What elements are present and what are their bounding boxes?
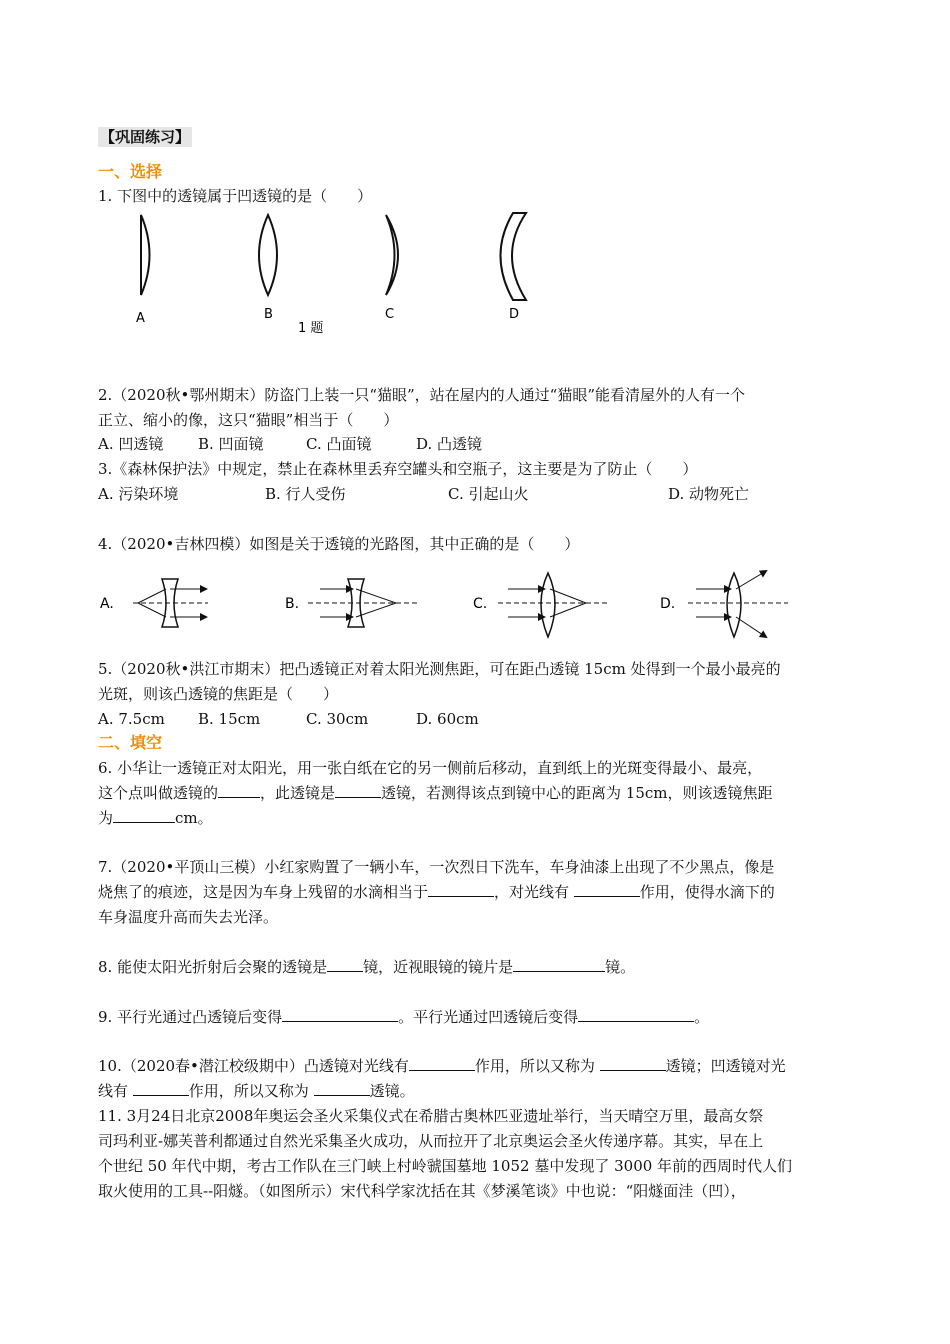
q3-option-a: A. 污染环境 [98, 485, 179, 503]
lens-a-shape [141, 215, 150, 295]
q8-text-a: 8. 能使太阳光折射后会聚的透镜是 [98, 958, 328, 976]
q10-line1 [98, 1056, 786, 1076]
heading-fill: 二、填空 [98, 733, 163, 752]
q7-blank-1[interactable] [428, 882, 494, 897]
q9-text-b: 。平行光通过凹透镜后变得 [398, 1008, 579, 1026]
q7-line1: 7.（2020•平顶山三模）小红家购置了一辆小车，一次烈日下洗车，车身油漆上出现了不少黑点，像是 [98, 858, 775, 876]
q4-label-a: A. [100, 596, 114, 612]
q1-text: 1. 下图中的透镜属于凹透镜的是（ ） [98, 187, 373, 205]
q1-label-b: B [264, 307, 273, 322]
q2-line1: 2.（2020秋•鄂州期末）防盗门上装一只“猫眼”，站在屋内的人通过“猫眼”能看清屋外的人有一个 [98, 386, 746, 404]
q10-text-a: 10.（2020春•潜江校级期中）凸透镜对光线有 [98, 1057, 409, 1075]
q5-line2: 光斑，则该凸透镜的焦距是（ ） [98, 685, 339, 703]
q10-text-b: 作用，所以又称为 [474, 1057, 600, 1075]
q4-label-d: D. [660, 596, 676, 612]
q6-blank-3[interactable] [113, 808, 175, 823]
q6-text-e: cm。 [175, 809, 213, 827]
q4-diagram-d [660, 571, 788, 637]
q7-text-c: 作用，使得水滴下的 [639, 883, 775, 901]
q5-line1: 5.（2020秋•洪江市期末）把凸透镜正对着太阳光测焦距，可在距凸透镜 15cm 处得到一个最小最亮的 [98, 660, 781, 678]
q8-blank-2[interactable] [513, 957, 605, 972]
q2-option-d: D. 凸透镜 [416, 435, 483, 453]
q7-line3: 车身温度升高而失去光泽。 [98, 908, 279, 926]
q10-blank-1[interactable] [409, 1056, 475, 1071]
heading-choice: 一、选择 [98, 162, 163, 181]
q1-label-d: D [509, 307, 520, 322]
q10-blank-4[interactable] [314, 1081, 370, 1096]
q6-line3 [98, 808, 213, 828]
q6-blank-2[interactable] [335, 783, 381, 798]
q3-option-c: C. 引起山火 [448, 485, 529, 503]
q6-text-b: ，此透镜是 [260, 784, 336, 802]
q10-text-e: 作用，所以又称为 [188, 1082, 314, 1100]
q10-line2 [98, 1081, 415, 1101]
q3-line1: 3.《森林保护法》中规定，禁止在森林里丢弃空罐头和空瓶子，这主要是为了防止（ ） [98, 460, 698, 478]
q6-line1: 6. 小华让一透镜正对太阳光，用一张白纸在它的另一侧前后移动，直到纸上的光斑变得最小、最亮， [98, 759, 763, 777]
q3-option-b: B. 行人受伤 [265, 485, 346, 503]
q6-line2 [98, 783, 773, 803]
q2-option-b: B. 凹面镜 [198, 435, 264, 453]
q8-line [98, 957, 635, 977]
q10-text-f: 透镜。 [369, 1082, 415, 1100]
q10-blank-3[interactable] [133, 1081, 189, 1096]
q9-text-a: 9. 平行光通过凸透镜后变得 [98, 1008, 283, 1026]
q9-blank-2[interactable] [578, 1007, 694, 1022]
q10-text-c: 透镜；凹透镜对光 [665, 1057, 786, 1075]
q1-lens-figure [128, 210, 548, 340]
q8-text-b: 镜，近视眼镜的镜片是 [363, 958, 514, 976]
q4-label-c: C. [473, 596, 488, 612]
q6-text-d: 为 [98, 809, 114, 827]
q4-diagram-c [473, 573, 608, 637]
q1-caption: 1 题 [298, 321, 324, 336]
q4-diagram-b [285, 579, 418, 627]
q11-line1: 11. 3月24日北京2008年奥运会圣火采集仪式在希腊古奥林匹亚遗址举行，当天晴空万里，最高女祭 [98, 1107, 764, 1125]
q5-option-d: D. 60cm [416, 710, 479, 728]
q7-text-b: ，对光线有 [494, 883, 574, 901]
q11-line4: 取火使用的工具--阳燧。（如图所示）宋代科学家沈括在其《梦溪笔谈》中也说：“阳燧面洼（凹）， [98, 1182, 746, 1200]
q4-line1: 4.（2020•吉林四模）如图是关于透镜的光路图，其中正确的是（ ） [98, 535, 580, 553]
lens-d-shape [501, 213, 527, 300]
q11-line2: 司玛利亚-娜芙普利都通过自然光采集圣火成功，从而拉开了北京奥运会圣火传递序幕。其实，早在上 [98, 1132, 764, 1150]
q9-text-c: 。 [694, 1008, 710, 1026]
q2-line2: 正立、缩小的像，这只“猫眼”相当于（ ） [98, 411, 399, 429]
lens-b-shape [259, 215, 277, 295]
q3-option-d: D. 动物死亡 [668, 485, 750, 503]
q2-option-a: A. 凹透镜 [98, 435, 164, 453]
q9-line [98, 1007, 709, 1027]
q4-diagram-a [100, 579, 208, 627]
q4-light-path-figure [98, 565, 798, 645]
q8-text-c: 镜。 [605, 958, 636, 976]
q7-blank-2[interactable] [574, 882, 640, 897]
q8-blank-1[interactable] [327, 957, 363, 972]
q7-text-a: 烧焦了的痕迹，这是因为车身上残留的水滴相当于 [98, 883, 429, 901]
q5-option-b: B. 15cm [198, 710, 261, 728]
q2-option-c: C. 凸面镜 [306, 435, 372, 453]
lens-c-shape [386, 215, 398, 295]
q6-text-c: 透镜，若测得该点到镜中心的距离为 15cm，则该透镜焦距 [381, 784, 773, 802]
q2-options [98, 434, 858, 454]
q3-options [98, 484, 858, 504]
q7-line2 [98, 882, 775, 902]
section-title: 【巩固练习】 [100, 128, 191, 146]
q11-line3: 个世纪 50 年代中期，考古工作队在三门峡上村岭虢国墓地 1052 墓中发现了 3000 年前的西周时代人们 [98, 1157, 793, 1175]
q9-blank-1[interactable] [282, 1007, 398, 1022]
q1-label-c: C [385, 307, 395, 322]
q4-label-b: B. [285, 596, 300, 612]
q5-option-a: A. 7.5cm [98, 710, 165, 728]
q5-option-c: C. 30cm [306, 710, 369, 728]
q6-blank-1[interactable] [218, 783, 260, 798]
q10-text-d: 线有 [98, 1082, 133, 1100]
q6-text-a: 这个点叫做透镜的 [98, 784, 219, 802]
q10-blank-2[interactable] [600, 1056, 666, 1071]
q5-options [98, 709, 858, 729]
q1-label-a: A [136, 311, 145, 326]
